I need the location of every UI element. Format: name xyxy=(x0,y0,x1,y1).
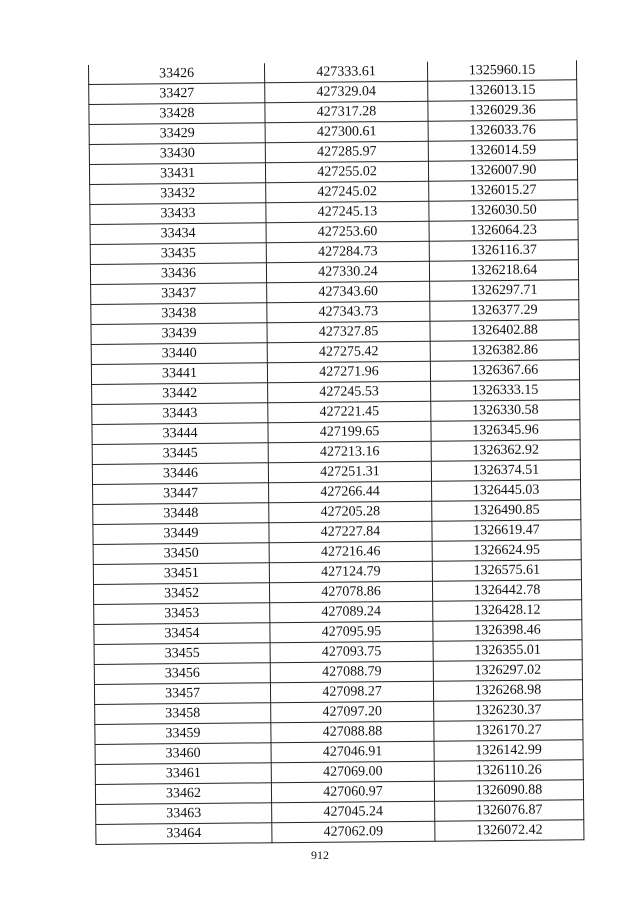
point-id-cell: 33444 xyxy=(92,423,268,445)
point-id-cell: 33437 xyxy=(91,283,267,305)
y-coordinate-cell: 1326445.03 xyxy=(432,480,581,501)
point-id-cell: 33445 xyxy=(92,443,268,465)
x-coordinate-cell: 427199.65 xyxy=(268,421,431,443)
x-coordinate-cell: 427329.04 xyxy=(265,81,428,103)
y-coordinate-cell: 1326072.42 xyxy=(435,820,584,841)
y-coordinate-cell: 1326490.85 xyxy=(432,500,581,521)
x-coordinate-cell: 427216.46 xyxy=(269,541,432,563)
x-coordinate-cell: 427271.96 xyxy=(267,361,430,383)
coordinate-table xyxy=(88,60,584,845)
x-coordinate-cell: 427253.60 xyxy=(266,221,429,243)
y-coordinate-cell: 1326142.99 xyxy=(434,740,583,761)
point-id-cell: 33432 xyxy=(90,183,266,205)
point-id-cell: 33463 xyxy=(96,803,272,825)
coordinate-table-body xyxy=(88,60,583,844)
y-coordinate-cell: 1326398.46 xyxy=(433,620,582,641)
y-coordinate-cell: 1326030.50 xyxy=(429,200,578,221)
point-id-cell: 33446 xyxy=(92,463,268,485)
x-coordinate-cell: 427060.97 xyxy=(271,781,434,803)
y-coordinate-cell: 1326076.87 xyxy=(435,800,584,821)
y-coordinate-cell: 1326218.64 xyxy=(429,260,578,281)
point-id-cell: 33464 xyxy=(96,823,272,845)
y-coordinate-cell: 1326116.37 xyxy=(429,240,578,261)
point-id-cell: 33441 xyxy=(91,363,267,385)
x-coordinate-cell: 427245.13 xyxy=(266,201,429,223)
point-id-cell: 33462 xyxy=(95,783,271,805)
point-id-cell: 33461 xyxy=(95,763,271,785)
x-coordinate-cell: 427098.27 xyxy=(270,681,433,703)
point-id-cell: 33426 xyxy=(88,63,264,84)
point-id-cell: 33427 xyxy=(89,83,265,105)
point-id-cell: 33436 xyxy=(90,263,266,285)
x-coordinate-cell: 427300.61 xyxy=(265,121,428,143)
x-coordinate-cell: 427069.00 xyxy=(271,761,434,783)
y-coordinate-cell: 1326015.27 xyxy=(429,180,578,201)
x-coordinate-cell: 427046.91 xyxy=(271,741,434,763)
x-coordinate-cell: 427078.86 xyxy=(269,581,432,603)
y-coordinate-cell: 1326362.92 xyxy=(431,440,580,461)
x-coordinate-cell: 427333.61 xyxy=(264,62,427,83)
point-id-cell: 33457 xyxy=(94,683,270,705)
point-id-cell: 33443 xyxy=(92,403,268,425)
y-coordinate-cell: 1326013.15 xyxy=(428,80,577,101)
y-coordinate-cell: 1326268.98 xyxy=(433,680,582,701)
y-coordinate-cell: 1326345.96 xyxy=(431,420,580,441)
y-coordinate-cell: 1326575.61 xyxy=(432,560,581,581)
point-id-cell: 33456 xyxy=(94,663,270,685)
point-id-cell: 33439 xyxy=(91,323,267,345)
y-coordinate-cell: 1326029.36 xyxy=(428,100,577,121)
point-id-cell: 33452 xyxy=(93,583,269,605)
y-coordinate-cell: 1326377.29 xyxy=(430,300,579,321)
y-coordinate-cell: 1326007.90 xyxy=(428,160,577,181)
x-coordinate-cell: 427317.28 xyxy=(265,101,428,123)
y-coordinate-cell: 1325960.15 xyxy=(427,60,576,81)
table-row xyxy=(96,820,584,845)
point-id-cell: 33428 xyxy=(89,103,265,125)
y-coordinate-cell: 1326374.51 xyxy=(431,460,580,481)
y-coordinate-cell: 1326014.59 xyxy=(428,140,577,161)
x-coordinate-cell: 427062.09 xyxy=(272,821,435,843)
point-id-cell: 33455 xyxy=(94,643,270,665)
y-coordinate-cell: 1326624.95 xyxy=(432,540,581,561)
y-coordinate-cell: 1326110.26 xyxy=(434,760,583,781)
x-coordinate-cell: 427124.79 xyxy=(269,561,432,583)
page-number: 912 xyxy=(311,848,329,862)
point-id-cell: 33447 xyxy=(93,483,269,505)
point-id-cell: 33454 xyxy=(94,623,270,645)
point-id-cell: 33442 xyxy=(92,383,268,405)
point-id-cell: 33431 xyxy=(89,163,265,185)
y-coordinate-cell: 1326330.58 xyxy=(431,400,580,421)
y-coordinate-cell: 1326428.12 xyxy=(433,600,582,621)
y-coordinate-cell: 1326090.88 xyxy=(434,780,583,801)
x-coordinate-cell: 427285.97 xyxy=(265,141,428,163)
y-coordinate-cell: 1326402.88 xyxy=(430,320,579,341)
x-coordinate-cell: 427088.79 xyxy=(270,661,433,683)
x-coordinate-cell: 427266.44 xyxy=(269,481,432,503)
y-coordinate-cell: 1326033.76 xyxy=(428,120,577,141)
x-coordinate-cell: 427255.02 xyxy=(265,161,428,183)
point-id-cell: 33450 xyxy=(93,543,269,565)
point-id-cell: 33449 xyxy=(93,523,269,545)
x-coordinate-cell: 427343.73 xyxy=(267,301,430,323)
point-id-cell: 33434 xyxy=(90,223,266,245)
x-coordinate-cell: 427088.88 xyxy=(271,721,434,743)
x-coordinate-cell: 427245.53 xyxy=(268,381,431,403)
y-coordinate-cell: 1326442.78 xyxy=(432,580,581,601)
y-coordinate-cell: 1326297.71 xyxy=(430,280,579,301)
point-id-cell: 33459 xyxy=(95,723,271,745)
y-coordinate-cell: 1326297.02 xyxy=(433,660,582,681)
x-coordinate-cell: 427275.42 xyxy=(267,341,430,363)
point-id-cell: 33433 xyxy=(90,203,266,225)
y-coordinate-cell: 1326333.15 xyxy=(431,380,580,401)
point-id-cell: 33460 xyxy=(95,743,271,765)
point-id-cell: 33451 xyxy=(93,563,269,585)
point-id-cell: 33435 xyxy=(90,243,266,265)
x-coordinate-cell: 427227.84 xyxy=(269,521,432,543)
x-coordinate-cell: 427330.24 xyxy=(266,261,429,283)
y-coordinate-cell: 1326230.37 xyxy=(434,700,583,721)
y-coordinate-cell: 1326064.23 xyxy=(429,220,578,241)
point-id-cell: 33429 xyxy=(89,123,265,145)
x-coordinate-cell: 427343.60 xyxy=(267,281,430,303)
x-coordinate-cell: 427213.16 xyxy=(268,441,431,463)
y-coordinate-cell: 1326382.86 xyxy=(430,340,579,361)
x-coordinate-cell: 427089.24 xyxy=(270,601,433,623)
point-id-cell: 33453 xyxy=(94,603,270,625)
x-coordinate-cell: 427251.31 xyxy=(268,461,431,483)
x-coordinate-cell: 427097.20 xyxy=(271,701,434,723)
point-id-cell: 33448 xyxy=(93,503,269,525)
x-coordinate-cell: 427327.85 xyxy=(267,321,430,343)
y-coordinate-cell: 1326367.66 xyxy=(430,360,579,381)
x-coordinate-cell: 427045.24 xyxy=(272,801,435,823)
point-id-cell: 33430 xyxy=(89,143,265,165)
point-id-cell: 33438 xyxy=(91,303,267,325)
x-coordinate-cell: 427245.02 xyxy=(266,181,429,203)
x-coordinate-cell: 427095.95 xyxy=(270,621,433,643)
y-coordinate-cell: 1326619.47 xyxy=(432,520,581,541)
point-id-cell: 33440 xyxy=(91,343,267,365)
x-coordinate-cell: 427221.45 xyxy=(268,401,431,423)
point-id-cell: 33458 xyxy=(95,703,271,725)
y-coordinate-cell: 1326355.01 xyxy=(433,640,582,661)
x-coordinate-cell: 427284.73 xyxy=(266,241,429,263)
x-coordinate-cell: 427205.28 xyxy=(269,501,432,523)
x-coordinate-cell: 427093.75 xyxy=(270,641,433,663)
y-coordinate-cell: 1326170.27 xyxy=(434,720,583,741)
